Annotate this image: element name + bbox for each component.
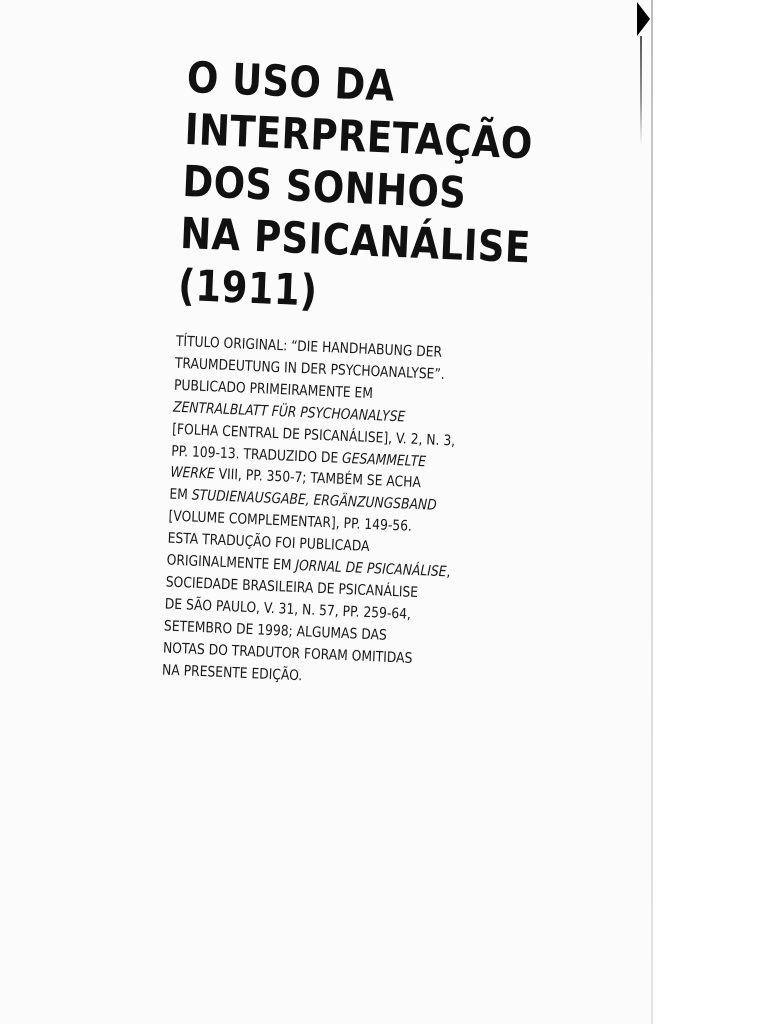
note-text: EM (169, 486, 193, 504)
note-text: TRAUMDEUTUNG IN DER PSYCHOANALYSE”. (174, 355, 446, 383)
note-italic-text: JORNAL DE PSICANÁLISE (295, 558, 447, 581)
page-edge-mark (637, 2, 650, 36)
page-right-margin (652, 0, 768, 1024)
note-text: ORIGINALMENTE EM (166, 552, 296, 575)
note-text: PUBLICADO PRIMEIRAMENTE EM (173, 377, 374, 402)
note-text: SETEMBRO DE 1998; ALGUMAS DAS (163, 618, 388, 644)
chapter-title-line: INTERPRETAÇÃO (183, 104, 534, 170)
chapter-title-year: (1911) (177, 260, 319, 317)
note-text: TÍTULO ORIGINAL: “DIE HANDHABUNG DER (175, 333, 443, 361)
chapter-title-line: DOS SONHOS (181, 156, 468, 219)
page-edge-streak (640, 36, 642, 146)
note-text: DE SÃO PAULO, V. 31, N. 57, PP. 259-64, (164, 596, 412, 623)
chapter-title (177, 52, 532, 326)
note-text: NOTAS DO TRADUTOR FORAM OMITIDAS (162, 640, 413, 667)
page-edge-line (651, 0, 653, 1024)
note-text: ESTA TRADUÇÃO FOI PUBLICADA (167, 530, 370, 556)
note-text: NA PRESENTE EDIÇÃO. (161, 662, 303, 684)
note-italic-text: GESAMMELTE (341, 450, 427, 470)
bibliographic-note (162, 332, 516, 696)
chapter-title-line: NA PSICANÁLISE (179, 208, 532, 274)
note-text: [VOLUME COMPLEMENTAR], PP. 149-56. (168, 508, 413, 536)
note-text: VIII, PP. 350-7; TAMBÉM SE ACHA (214, 466, 422, 492)
note-italic-text: WERKE (170, 465, 216, 483)
note-text: PP. 109-13. TRADUZIDO DE (170, 443, 343, 467)
chapter-front-matter (162, 52, 588, 699)
note-text: SOCIEDADE BRASILEIRA DE PSICANÁLISE (165, 574, 419, 602)
note-text: , (446, 564, 451, 581)
note-italic-text: ZENTRALBLATT FÜR PSYCHOANALYSE (172, 399, 406, 426)
note-italic-text: STUDIENAUSGABE, ERGÄNZUNGSBAND (191, 487, 437, 515)
note-text: [FOLHA CENTRAL DE PSICANÁLISE], V. 2, N. 3, (171, 421, 456, 450)
chapter-title-line: O USO DA (185, 52, 396, 112)
